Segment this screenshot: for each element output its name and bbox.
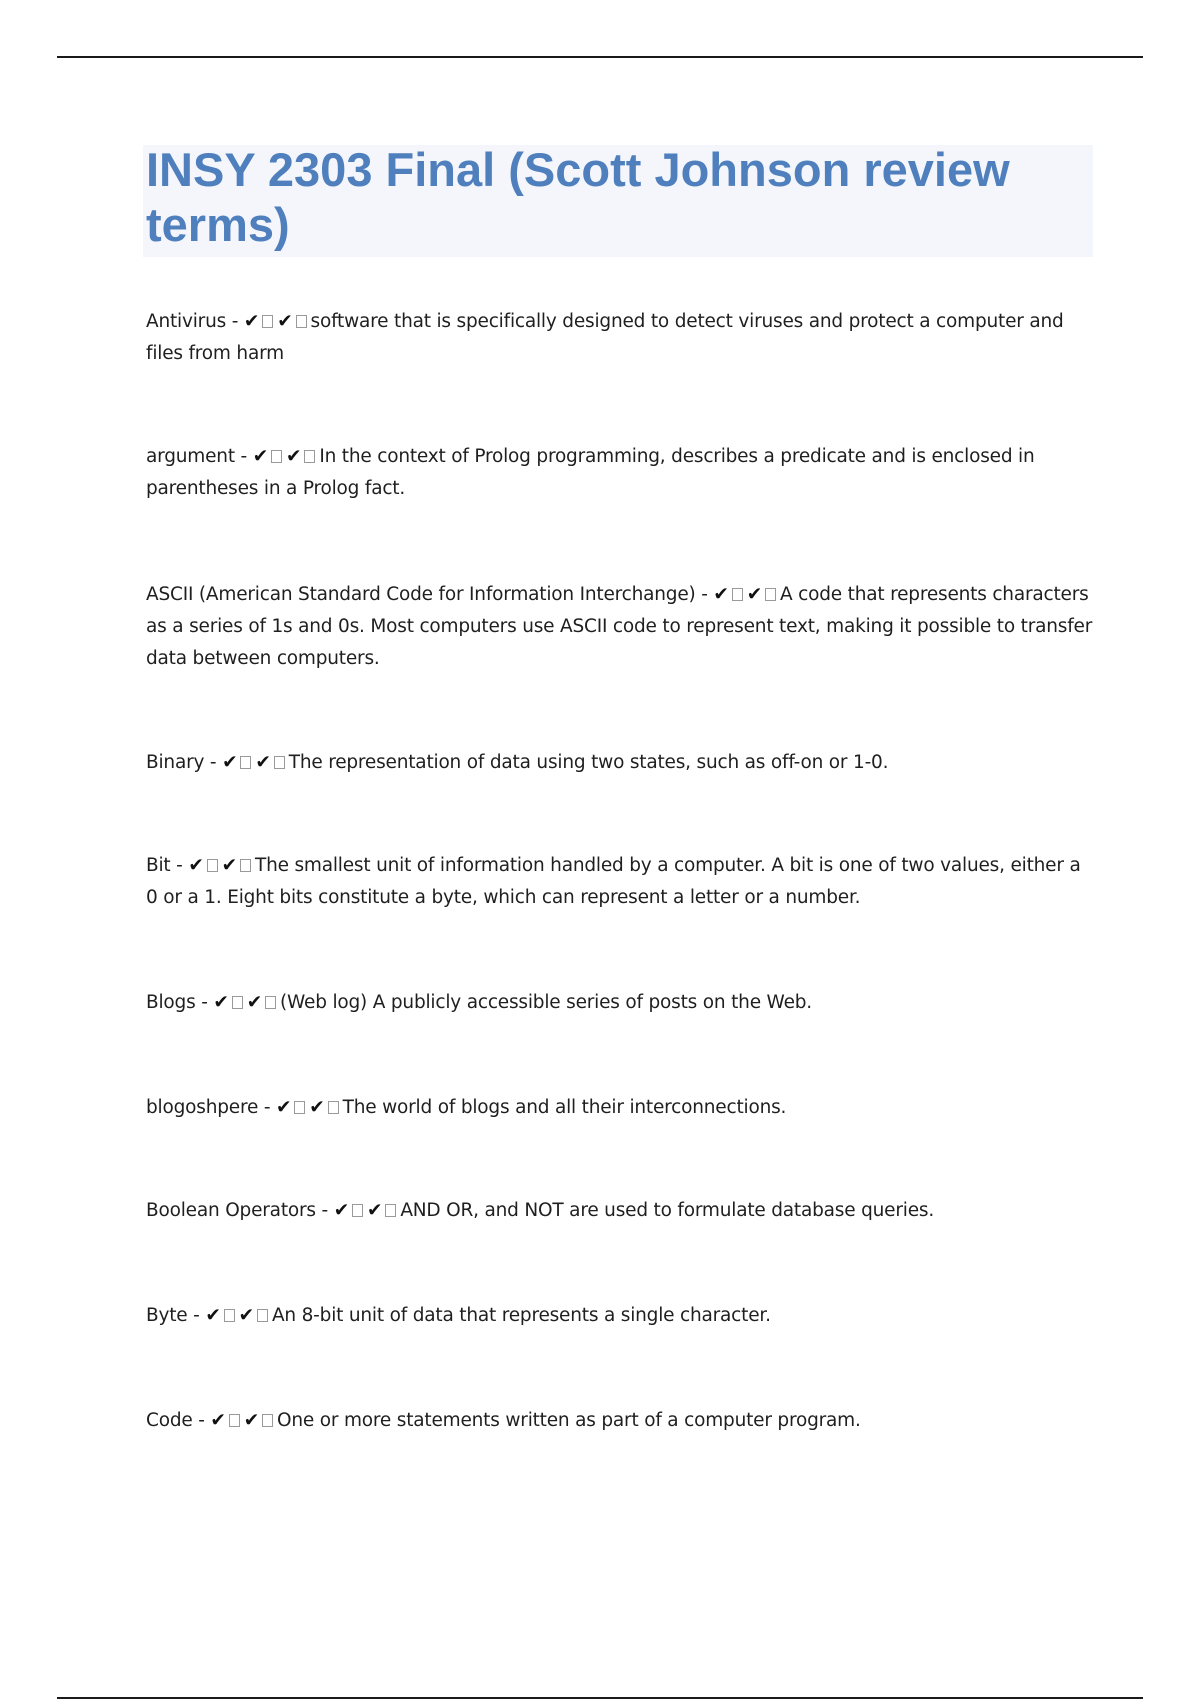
term-definition: AND OR, and NOT are used to formulate database queries.: [400, 1200, 934, 1221]
term-name: blogoshpere: [146, 1097, 259, 1118]
term-entry: Binary - ✔ ✔ The representation of data using two states, such as off-on or 1-0.: [146, 752, 889, 773]
check-marker-icon: ✔ ✔: [188, 855, 255, 876]
term-definition: software that is specifically designed to detect viruses and protect a computer and files from harm: [146, 311, 1064, 364]
term-entry: Code - ✔ ✔ One or more statements written as part of a computer program.: [146, 1410, 861, 1431]
check-marker-icon: ✔ ✔: [210, 1410, 277, 1431]
check-marker-icon: ✔ ✔: [713, 584, 780, 605]
document-title: INSY 2303 Final (Scott Johnson review terms): [146, 143, 1010, 251]
term-definition: The world of blogs and all their interconnections.: [342, 1097, 787, 1118]
term-definition: One or more statements written as part of a computer program.: [277, 1410, 861, 1431]
term-entry: Bit - ✔ ✔ The smallest unit of information handled by a computer. A bit is one of two values, either a 0 or a 1. Eight bits constitute a byte, which can represent a letter or a number.: [146, 855, 1081, 908]
term-definition: The representation of data using two states, such as off-on or 1-0.: [288, 752, 889, 773]
term-definition: In the context of Prolog programming, describes a predicate and is enclosed in parentheses in a Prolog fact.: [146, 446, 1035, 499]
term-entry: Antivirus - ✔ ✔ software that is specifically designed to detect viruses and protect a computer and files from harm: [146, 311, 1064, 364]
term-entry: Byte - ✔ ✔ An 8-bit unit of data that represents a single character.: [146, 1305, 771, 1326]
term-name: Blogs: [146, 992, 196, 1013]
term-name: ASCII (American Standard Code for Information Interchange): [146, 584, 696, 605]
check-marker-icon: ✔ ✔: [253, 446, 320, 467]
check-marker-icon: ✔ ✔: [276, 1097, 343, 1118]
bottom-rule: [57, 1697, 1143, 1699]
term-name: Byte: [146, 1305, 188, 1326]
term-name: Bit: [146, 855, 171, 876]
term-definition: A code that represents characters as a series of 1s and 0s. Most computers use ASCII code to represent text, making it possible to transfer data between computers.: [146, 584, 1093, 669]
term-name: argument: [146, 446, 235, 467]
term-name: Boolean Operators: [146, 1200, 316, 1221]
term-definition: An 8-bit unit of data that represents a single character.: [271, 1305, 771, 1326]
term-name: Code: [146, 1410, 193, 1431]
term-name: Antivirus: [146, 311, 227, 332]
check-marker-icon: ✔ ✔: [244, 311, 311, 332]
term-entry: argument - ✔ ✔ In the context of Prolog programming, describes a predicate and is enclosed in parentheses in a Prolog fact.: [146, 446, 1035, 499]
check-marker-icon: ✔ ✔: [205, 1305, 272, 1326]
top-rule: [57, 56, 1143, 58]
check-marker-icon: ✔ ✔: [222, 752, 289, 773]
term-entry: ASCII (American Standard Code for Information Interchange) - ✔ ✔ A code that represents characters as a series of 1s and 0s. Most computers use ASCII code to represent text, making it possible to transfer data between computers.: [146, 584, 1093, 669]
term-definition: The smallest unit of information handled by a computer. A bit is one of two values, either a 0 or a 1. Eight bits constitute a byte, which can represent a letter or a number.: [146, 855, 1081, 908]
term-definition: (Web log) A publicly accessible series of posts on the Web.: [280, 992, 812, 1013]
term-entry: blogoshpere - ✔ ✔ The world of blogs and all their interconnections.: [146, 1097, 787, 1118]
check-marker-icon: ✔ ✔: [334, 1200, 401, 1221]
check-marker-icon: ✔ ✔: [213, 992, 280, 1013]
term-entry: Blogs - ✔ ✔ (Web log) A publicly accessible series of posts on the Web.: [146, 992, 812, 1013]
term-entry: Boolean Operators - ✔ ✔ AND OR, and NOT are used to formulate database queries.: [146, 1200, 934, 1221]
term-name: Binary: [146, 752, 205, 773]
